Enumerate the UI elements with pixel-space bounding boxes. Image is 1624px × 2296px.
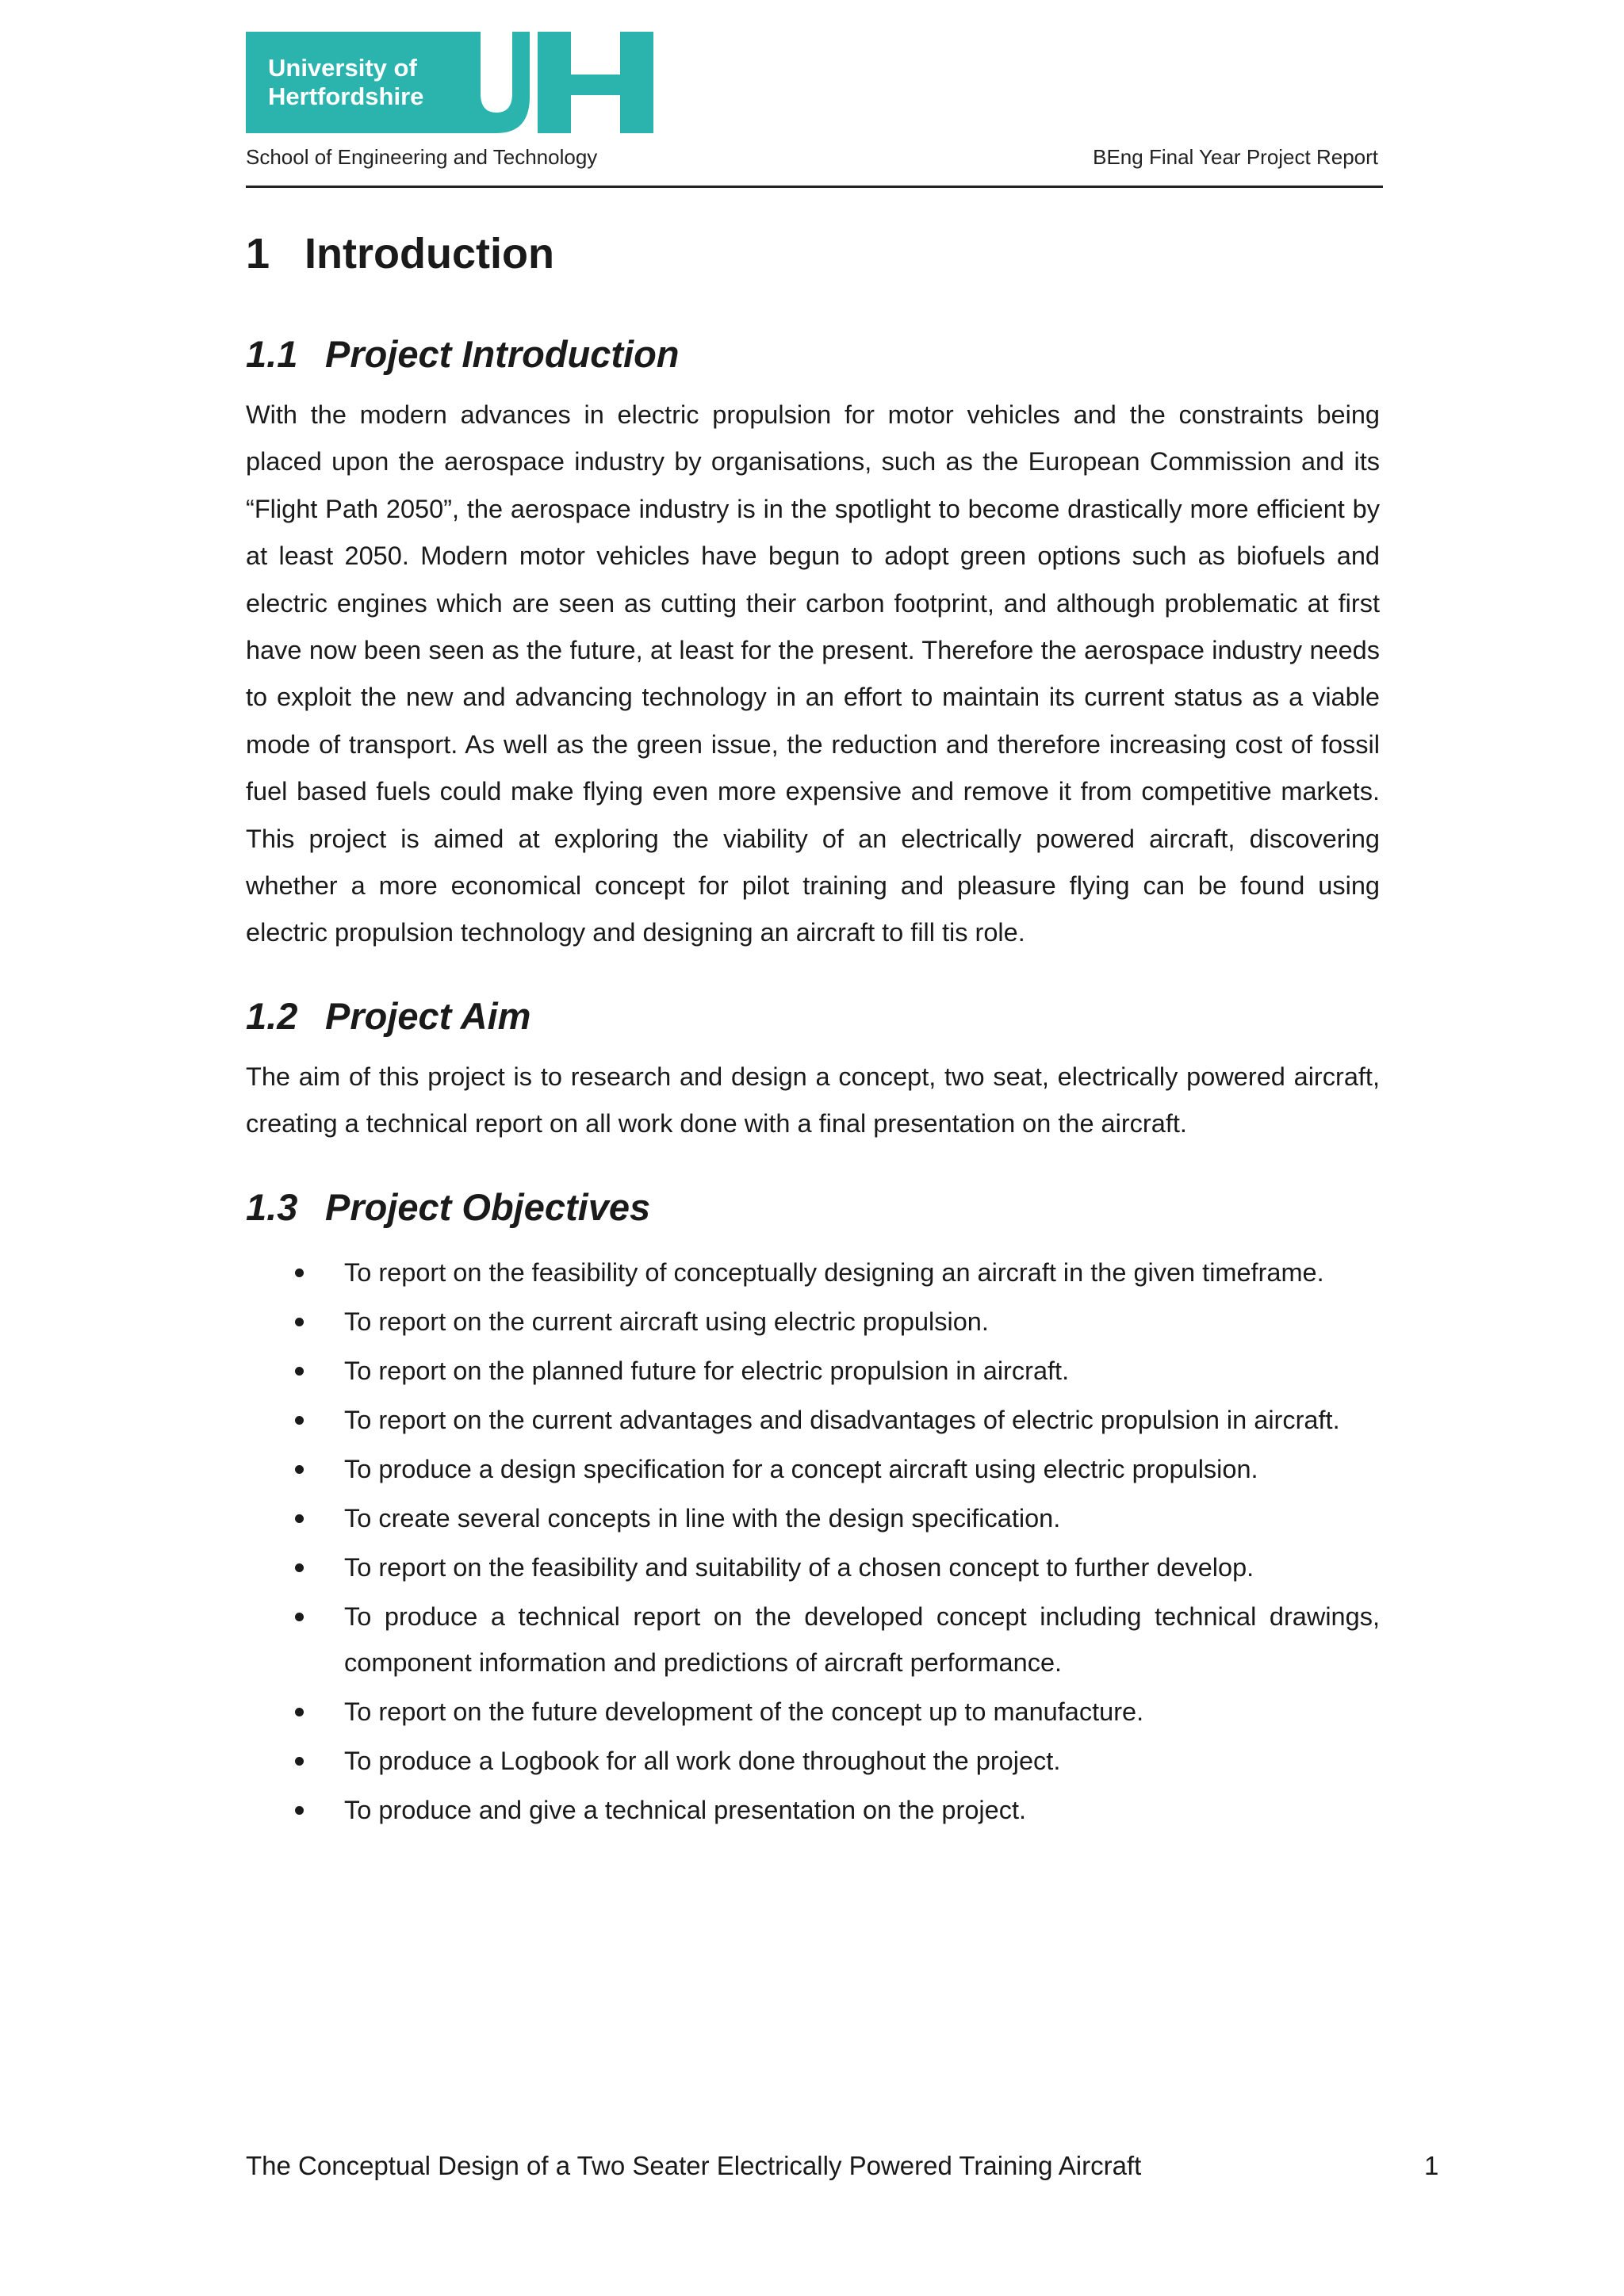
- objective-text: To report on the feasibility of conceptually designing an aircraft in the given timeframe.: [344, 1257, 1324, 1287]
- university-logo: [246, 32, 658, 133]
- bullet-icon: [295, 1269, 304, 1277]
- list-item: [246, 1495, 1380, 1541]
- section-number: 1.2: [246, 994, 298, 1037]
- header-school: School of Engineering and Technology: [246, 145, 598, 169]
- list-item: [246, 1249, 1380, 1295]
- page-number: 1: [1424, 2151, 1439, 2180]
- bullet-icon: [295, 1465, 304, 1474]
- objective-text: To report on the current aircraft using electric propulsion.: [344, 1307, 989, 1336]
- chapter-number: 1: [246, 230, 270, 277]
- list-item: [246, 1397, 1380, 1443]
- list-item: [246, 1689, 1380, 1735]
- bullet-icon: [295, 1367, 304, 1376]
- objective-text: To report on the future development of the concept up to manufacture.: [344, 1697, 1144, 1726]
- project-aim-paragraph: The aim of this project is to research and design a concept, two seat, electrically powered aircraft, creating a technical report on all work done with a final presentation on the aircraft.: [246, 1062, 1380, 1138]
- objective-text: To produce a design specification for a concept aircraft using electric propulsion.: [344, 1454, 1258, 1483]
- list-item: [246, 1594, 1380, 1686]
- list-item: [246, 1787, 1380, 1833]
- bullet-icon: [295, 1806, 304, 1815]
- list-item: [246, 1348, 1380, 1394]
- logo-text-line2: Hertfordshire: [268, 82, 424, 110]
- chapter-title: Introduction: [304, 230, 554, 277]
- bullet-icon: [295, 1613, 304, 1621]
- section-number: 1.1: [246, 333, 298, 375]
- section-title: Project Objectives: [325, 1185, 651, 1228]
- section-number: 1.3: [246, 1185, 298, 1228]
- university-logo-graphic: [246, 32, 658, 133]
- footer-report-title: The Conceptual Design of a Two Seater Electrically Powered Training Aircraft: [246, 2151, 1142, 2180]
- list-item: [246, 1446, 1380, 1492]
- section-heading-project-objectives: [246, 1181, 1380, 1234]
- objective-text: To report on the planned future for electric propulsion in aircraft.: [344, 1356, 1070, 1385]
- list-item: [246, 1738, 1380, 1784]
- bullet-icon: [295, 1757, 304, 1766]
- section-title: Project Aim: [325, 994, 531, 1037]
- bullet-icon: [295, 1514, 304, 1523]
- logo-text-line1: University of: [268, 54, 417, 82]
- objective-text: To produce a technical report on the developed concept including technical drawings, component information and predictions of aircraft performance.: [344, 1601, 1380, 1677]
- bullet-icon: [295, 1563, 304, 1572]
- section-title: Project Introduction: [325, 333, 680, 375]
- logo-h-crossbar: [569, 75, 622, 95]
- logo-h-left-stem: [538, 32, 571, 133]
- objective-text: To produce a Logbook for all work done throughout the project.: [344, 1746, 1061, 1775]
- objective-text: To create several concepts in line with the design specification.: [344, 1503, 1061, 1533]
- chapter-heading: [246, 224, 1380, 284]
- objectives-list: [246, 1249, 1380, 1833]
- page-header: [246, 141, 1383, 188]
- bullet-icon: [295, 1708, 304, 1716]
- logo-h-right-stem: [620, 32, 653, 133]
- bullet-icon: [295, 1318, 304, 1326]
- section-heading-project-introduction: [246, 328, 1380, 381]
- list-item: [246, 1299, 1380, 1345]
- objective-text: To report on the current advantages and disadvantages of electric propulsion in aircraft.: [344, 1405, 1340, 1434]
- main-content: [246, 224, 1380, 1836]
- header-report-type: BEng Final Year Project Report: [1093, 145, 1378, 169]
- objective-text: To produce and give a technical presentation on the project.: [344, 1795, 1027, 1824]
- list-item: [246, 1544, 1380, 1590]
- bullet-icon: [295, 1416, 304, 1425]
- logo-u-letter: [460, 32, 530, 133]
- objective-text: To report on the feasibility and suitability of a chosen concept to further develop.: [344, 1552, 1254, 1582]
- section-heading-project-aim: [246, 990, 1380, 1043]
- project-introduction-paragraph: With the modern advances in electric propulsion for motor vehicles and the constraints being placed upon the aerospace industry by organisations, such as the European Commission and its “Flight Path 2050”, the aerospace industry is in the spotlight to become drastically more efficient by at least 2050. Modern motor vehicles have begun to adopt green options such as biofuels and electric engines which are seen as cutting their carbon footprint, and although problematic at first have now been seen as the future, at least for the present. Therefore the aerospace industry needs to exploit the new and advancing technology in an effort to maintain its current status as a viable mode of transport. As well as the green issue, the reduction and therefore increasing cost of fossil fuel based fuels could make flying even more expensive and remove it from competitive markets. This project is aimed at exploring the viability of an electrically powered aircraft, discovering whether a more economical concept for pilot training and pleasure flying can be found using electric propulsion technology and designing an aircraft to fill tis role.: [246, 400, 1380, 947]
